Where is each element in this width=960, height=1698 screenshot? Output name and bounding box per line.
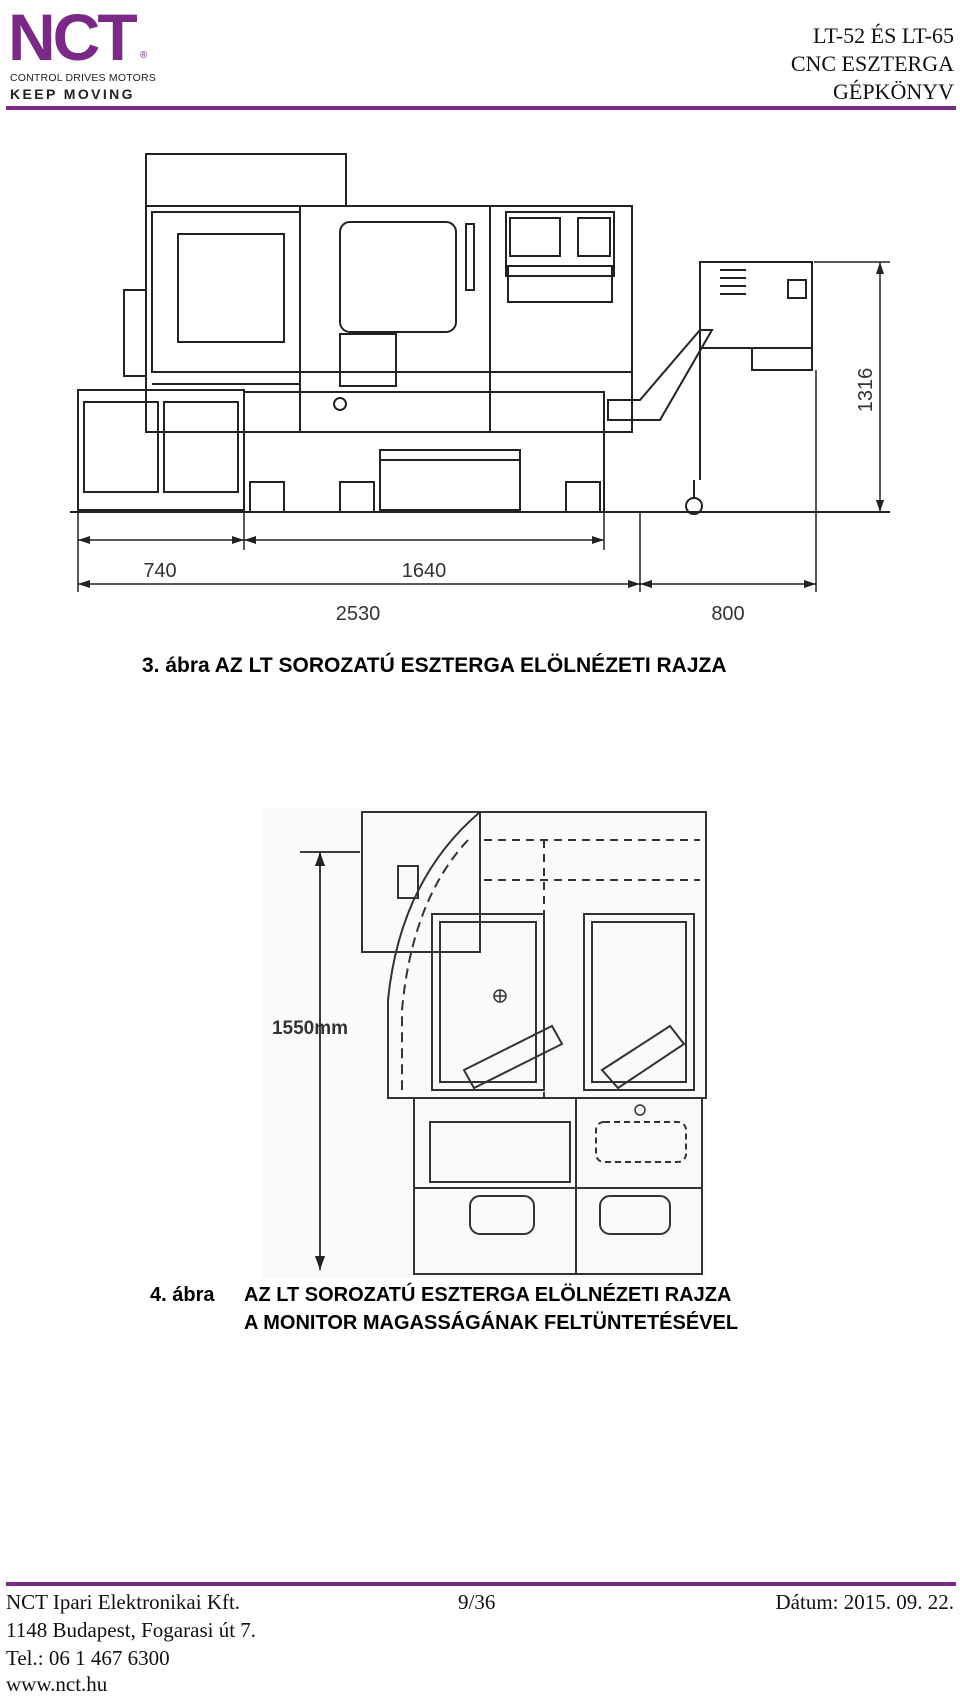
logo-wordmark: NCT bbox=[8, 0, 135, 74]
dim-1550mm: 1550mm bbox=[271, 1018, 349, 1039]
footer-website[interactable]: www.nct.hu bbox=[6, 1672, 108, 1696]
logo-tagline: CONTROL DRIVES MOTORS bbox=[10, 72, 156, 84]
figure-4-monitor-height-drawing bbox=[0, 800, 960, 1280]
dim-1316: 1316 bbox=[855, 367, 877, 413]
footer-divider bbox=[6, 1582, 956, 1586]
dim-800: 800 bbox=[711, 603, 745, 625]
figure-3-lathe-front-drawing bbox=[0, 140, 960, 660]
figure-3-caption: 3. ábra AZ LT SOROZATÚ ESZTERGA ELÖLNÉZETI RAJZA bbox=[142, 654, 727, 677]
header-divider bbox=[6, 106, 956, 110]
document-title bbox=[791, 22, 954, 106]
logo-registered-mark: ® bbox=[140, 50, 148, 61]
logo-slogan: KEEP MOVING bbox=[10, 86, 135, 102]
footer-date: Dátum: 2015. 09. 22. bbox=[775, 1590, 954, 1614]
figure-4-caption-line-2: A MONITOR MAGASSÁGÁNAK FELTÜNTETÉSÉVEL bbox=[244, 1312, 739, 1334]
footer-page-number: 9/36 bbox=[458, 1590, 496, 1614]
title-line-2: CNC ESZTERGA bbox=[790, 51, 954, 76]
dim-1640: 1640 bbox=[401, 560, 447, 582]
nct-logo bbox=[8, 0, 158, 102]
title-line-1: LT-52 ÉS LT-65 bbox=[812, 23, 954, 48]
figure-4-caption-line-1: AZ LT SOROZATÚ ESZTERGA ELÖLNÉZETI RAJZA bbox=[244, 1284, 732, 1306]
footer-address: 1148 Budapest, Fogarasi út 7. bbox=[6, 1618, 257, 1642]
footer-phone: Tel.: 06 1 467 6300 bbox=[6, 1646, 170, 1670]
footer-company: NCT Ipari Elektronikai Kft. bbox=[6, 1590, 241, 1614]
title-line-3: GÉPKÖNYV bbox=[833, 79, 954, 104]
dim-740: 740 bbox=[143, 560, 177, 582]
figure-4-caption-label: 4. ábra bbox=[150, 1284, 215, 1306]
dim-2530: 2530 bbox=[335, 603, 381, 625]
